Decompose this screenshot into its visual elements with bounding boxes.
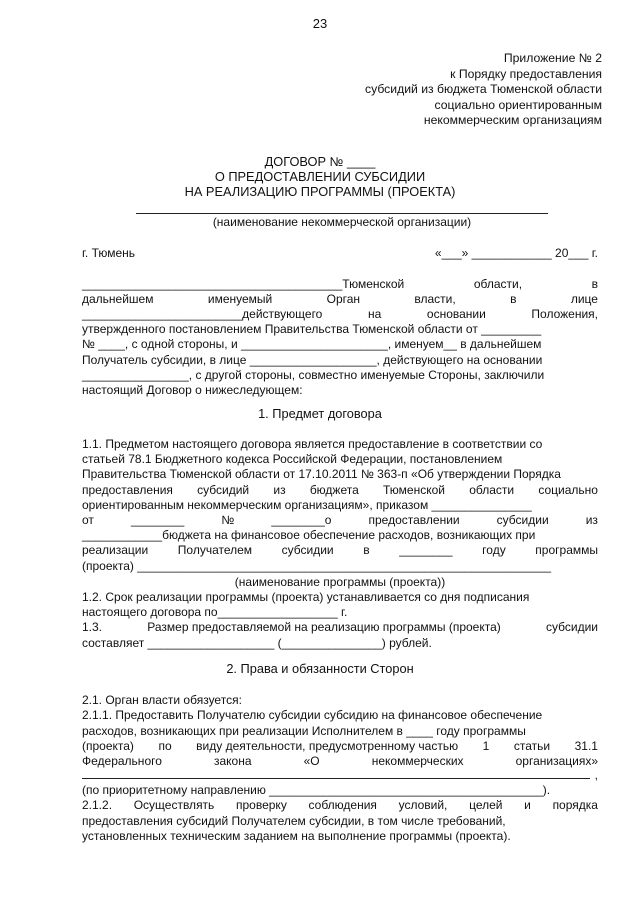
text-fragment: (проекта)	[82, 738, 134, 753]
text-fragment: виду деятельности, предусмотренному частью	[196, 738, 459, 753]
text-line	[82, 739, 598, 754]
text-fragment: утвержденного постановлением Правительства Тюменской области от _________	[82, 322, 542, 337]
text-fragment: именуемый	[207, 292, 273, 307]
text-fragment: 2.1.2.	[82, 798, 113, 813]
text-fragment: предоставлении	[368, 513, 460, 527]
title-line: О ПРЕДОСТАВЛЕНИИ СУБСИДИИ	[214, 169, 426, 184]
text-fragment: предоставления	[82, 482, 173, 497]
text-fragment: Положения,	[531, 307, 598, 322]
text-line	[82, 307, 598, 322]
text-line	[82, 437, 598, 452]
text-fragment: (по приоритетному направлению _________________________________________).	[82, 783, 551, 797]
text-fragment: _______________________________________Тюменской	[82, 277, 405, 291]
text-fragment: соблюдения	[308, 798, 377, 813]
text-fragment: некоммерческих	[371, 754, 464, 769]
text-fragment: ________о	[271, 513, 332, 527]
text-line	[82, 620, 598, 635]
text-fragment: ____________бюджета на финансовое обеспечение расходов, возникающих при	[82, 528, 536, 543]
text-fragment: социально	[538, 482, 598, 497]
text-fragment: субсидии	[496, 513, 549, 527]
text-line	[82, 636, 598, 651]
text-line	[82, 724, 598, 739]
text-fragment: предоставления субсидий Получателем субсидии, в том числе требований,	[82, 813, 506, 828]
appendix-header	[365, 51, 602, 129]
text-fragment: (проекта) ______________________________________________________________	[82, 558, 552, 573]
direction-comma: ,	[594, 768, 598, 782]
text-line	[82, 452, 598, 467]
text-line	[82, 383, 598, 398]
text-line	[82, 605, 598, 620]
text-line	[82, 559, 598, 574]
organization-caption: (наименование некоммерческой организации)	[212, 215, 472, 229]
text-fragment: программы	[535, 543, 598, 558]
text-fragment: условий,	[398, 798, 448, 813]
text-fragment: Правительства Тюменской области от 17.10.2011 № 363-п «Об утверждении Порядка	[82, 467, 561, 482]
text-fragment: Получатель субсидии, в лице ___________________, действующего на основании	[82, 352, 543, 367]
text-fragment: «О	[303, 754, 320, 769]
text-line	[82, 829, 598, 844]
text-line	[82, 467, 598, 482]
text-fragment: из	[585, 513, 598, 527]
text-line	[82, 353, 598, 368]
appendix-line: некоммерческим организациям	[423, 113, 602, 127]
section2-heading: 2. Права и обязанности Сторон	[226, 661, 414, 676]
text-line	[82, 798, 598, 813]
text-fragment: основании	[426, 307, 486, 322]
text-fragment: составляет ___________________ (_______________) рублей.	[82, 635, 432, 650]
text-fragment: статьи	[513, 738, 551, 753]
text-line	[82, 708, 598, 723]
text-fragment: 1.2. Срок реализации программы (проекта) устанавливается со дня подписания	[82, 590, 530, 604]
document-title	[0, 154, 640, 199]
appendix-line: социально ориентированным	[434, 97, 602, 112]
text-fragment: из	[273, 482, 286, 497]
text-fragment: в	[363, 543, 370, 558]
text-fragment: 31.1	[574, 738, 598, 753]
text-fragment: ________	[130, 513, 185, 527]
text-fragment: настоящий Договор о нижеследующем:	[82, 382, 303, 397]
text-fragment: Осуществлять	[133, 798, 215, 813]
text-fragment: году	[482, 543, 506, 558]
text-fragment: Тюменской	[383, 482, 445, 497]
text-fragment: Размер предоставляемой на реализацию программы (проекта)	[147, 620, 501, 635]
text-fragment: статьей 78.1 Бюджетного кодекса Российской Федерации, постановлением	[82, 452, 503, 467]
text-fragment: установленных техническим заданием на выполнение программы (проекта).	[82, 828, 511, 843]
text-line	[82, 483, 598, 498]
text-line	[82, 754, 598, 769]
text-fragment: ________________________действующего	[82, 307, 323, 322]
text-fragment: №	[221, 513, 235, 527]
text-line	[82, 498, 598, 513]
appendix-line: к Порядку предоставления	[450, 66, 602, 81]
text-fragment: субсидии	[281, 543, 334, 558]
text-line	[82, 322, 598, 337]
text-fragment: ________	[399, 543, 453, 558]
section1-heading: 1. Предмет договора	[258, 406, 382, 421]
text-fragment: настоящего договора по__________________ г.	[82, 605, 348, 620]
text-fragment: области,	[473, 277, 523, 291]
text-line	[82, 693, 598, 708]
organization-name-underline	[136, 213, 548, 214]
text-line	[82, 277, 598, 292]
text-fragment: бюджета	[309, 482, 359, 497]
text-fragment: реализации	[82, 543, 149, 558]
title-line: НА РЕАЛИЗАЦИЮ ПРОГРАММЫ (ПРОЕКТА)	[184, 184, 456, 199]
text-fragment: 2.1. Орган власти обязуется:	[82, 693, 242, 707]
text-fragment: закона	[213, 754, 252, 769]
text-fragment: ориентированным некоммерческим организациям», приказом _______________	[82, 497, 532, 512]
text-fragment: лице	[570, 292, 598, 307]
title-line: ДОГОВОР № ____	[264, 154, 376, 169]
page-number: 23	[312, 16, 328, 31]
text-fragment: Орган	[326, 292, 361, 307]
text-line	[82, 543, 598, 558]
text-line	[82, 368, 598, 383]
text-fragment: в	[510, 292, 517, 307]
text-line	[82, 513, 598, 528]
text-fragment: организациях»	[515, 754, 598, 769]
text-fragment: ________________, с другой стороны, совместно именуемые Стороны, заключили	[82, 367, 545, 382]
text-fragment: от	[82, 513, 94, 527]
text-fragment: целей	[469, 798, 503, 813]
text-fragment: порядка	[552, 798, 598, 813]
text-line	[82, 814, 598, 829]
program-name-caption: (наименование программы (проекта))	[234, 575, 446, 589]
contract-date: «___» ____________ 20___ г.	[434, 246, 598, 260]
text-fragment: субсидии	[546, 620, 598, 635]
text-line	[82, 590, 598, 605]
text-fragment: субсидий	[197, 482, 250, 497]
text-fragment: № ____, с одной стороны, и ______________________, именуем__ в дальнейшем	[82, 337, 542, 352]
text-fragment: по	[158, 738, 172, 753]
text-line	[82, 528, 598, 543]
text-fragment: дальнейшем	[82, 292, 154, 307]
text-fragment: 1.3.	[82, 620, 103, 635]
text-line	[82, 292, 598, 307]
text-fragment: и	[524, 798, 531, 813]
text-fragment: области	[469, 482, 515, 497]
text-fragment: Получателем	[177, 543, 253, 558]
appendix-line: субсидий из бюджета Тюменской области	[365, 82, 602, 96]
text-fragment: 1	[482, 738, 490, 753]
text-fragment: 1.1. Предметом настоящего договора является предоставление в соответствии со	[82, 437, 543, 451]
text-fragment: Федерального	[82, 754, 162, 769]
text-fragment: 2.1.1. Предоставить Получателю субсидии субсидию на финансовое обеспечение	[82, 708, 543, 723]
text-line	[82, 783, 598, 798]
appendix-line: Приложение № 2	[503, 51, 602, 65]
city: г. Тюмень	[82, 246, 136, 260]
text-fragment: в	[591, 277, 598, 291]
text-line	[82, 337, 598, 352]
text-fragment: расходов, возникающих при реализации Исполнителем в ____ году программы	[82, 723, 526, 738]
text-fragment: проверку	[236, 798, 287, 813]
text-fragment: власти,	[414, 292, 456, 307]
text-fragment: на	[367, 307, 382, 322]
